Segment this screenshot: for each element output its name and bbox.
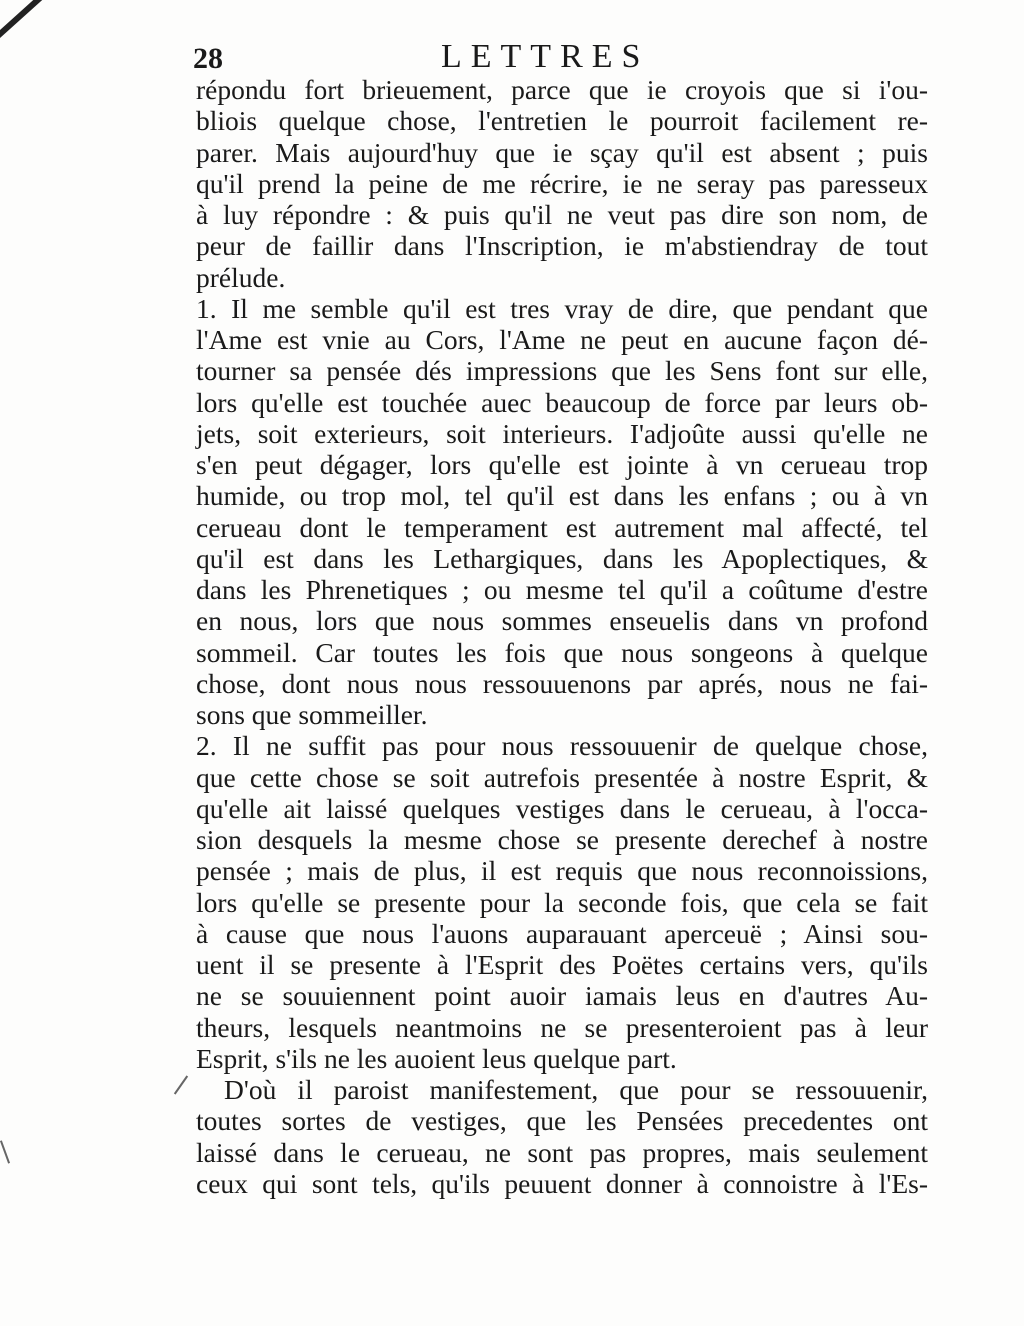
text-line: pensée ; mais de plus, il est requis que nous reconnoissions,: [196, 855, 928, 887]
text-line: chose, dont nous nous ressouuenons par aprés, nous ne fai-: [196, 667, 928, 699]
text-line: répondu fort brieuement, parce que ie croyois que si i'ou-: [196, 74, 928, 105]
text-line: ceux qui sont tels, qu'ils peuuent donner à connoistre à l'Es-: [196, 1167, 928, 1199]
text-line: en nous, lors que nous sommes enseuelis dans vn profond: [196, 605, 928, 637]
text-line: peur de faillir dans l'Inscription, ie m'abstiendray de tout: [196, 230, 928, 262]
margin-pen-mark: [0, 1140, 10, 1163]
text-line: jets, soit exterieurs, soit interieurs. I'adjoûte aussi qu'elle ne: [196, 417, 928, 449]
text-line: s'en peut dégager, lors qu'elle est jointe à vn cerueau trop: [196, 449, 928, 480]
text-line: Esprit, s'ils ne les auoient leus quelque part.: [196, 1042, 677, 1074]
corner-ink-mark: [0, 0, 74, 45]
text-line: prélude.: [196, 261, 286, 293]
text-line: à cause que nous l'auons auparauant aperceuë ; Ainsi sou-: [196, 917, 928, 949]
text-line: l'Ame est vnie au Cors, l'Ame ne peut en aucune façon dé-: [196, 324, 928, 355]
text-line: D'où il paroist manifestement, que pour se ressouuenir,: [224, 1074, 928, 1105]
text-line: qu'il est dans les Lethargiques, dans les Apoplectiques, &: [196, 542, 928, 574]
text-line: cerueau dont le temperament est autrement mal affecté, tel: [196, 511, 928, 543]
text-line: à luy répondre : & puis qu'il ne veut pas dire son nom, de: [196, 199, 928, 230]
text-line: humide, ou trop mol, tel qu'il est dans les enfans ; ou à vn: [196, 480, 928, 512]
text-line: 1. Il me semble qu'il est tres vray de dire, que pendant que: [196, 292, 928, 324]
text-line: uent il se presente à l'Esprit des Poëtes certains vers, qu'ils: [196, 949, 928, 980]
text-line: sommeil. Car toutes les fois que nous songeons à quelque: [196, 636, 928, 668]
text-line: laissé dans le cerueau, ne sont pas propres, mais seulement: [196, 1136, 928, 1168]
margin-pen-mark: [174, 1075, 188, 1094]
text-line: bliois quelque chose, l'entretien le pourroit facilement re-: [196, 105, 928, 137]
page-number: 28: [193, 42, 223, 75]
text-line: ne se souuiennent point auoir iamais leus en d'autres Au-: [196, 980, 928, 1012]
text-line: tourner sa pensée dés impressions que les Sens font sur elle,: [196, 355, 928, 387]
text-line: dans les Phrenetiques ; ou mesme tel qu'il a coûtume d'estre: [196, 574, 928, 605]
text-line: parer. Mais aujourd'huy que ie sçay qu'il est absent ; puis: [196, 136, 928, 168]
text-line: theurs, lesquels neantmoins ne se presenteroient pas à leur: [196, 1011, 928, 1043]
text-line: lors qu'elle est touchée auec beaucoup de force par leurs ob-: [196, 386, 928, 418]
text-line: sons que sommeiller.: [196, 699, 428, 730]
text-line: qu'elle ait laissé quelques vestiges dans le cerueau, à l'occa-: [196, 792, 928, 824]
text-line: toutes sortes de vestiges, que les Pensées precedentes ont: [196, 1105, 928, 1137]
text-line: 2. Il ne suffit pas pour nous ressouuenir de quelque chose,: [196, 730, 928, 762]
page-header: [193, 38, 933, 78]
running-title: LETTRES: [441, 38, 650, 75]
text-line: sion desquels la mesme chose se presente derechef à nostre: [196, 824, 928, 855]
text-line: lors qu'elle se presente pour la seconde fois, que cela se fait: [196, 886, 928, 918]
text-line: qu'il prend la peine de me récrire, ie ne seray pas paresseux: [196, 167, 928, 199]
text-line: que cette chose se soit autrefois presentée à nostre Esprit, &: [196, 761, 928, 793]
body-text: [196, 74, 928, 1199]
